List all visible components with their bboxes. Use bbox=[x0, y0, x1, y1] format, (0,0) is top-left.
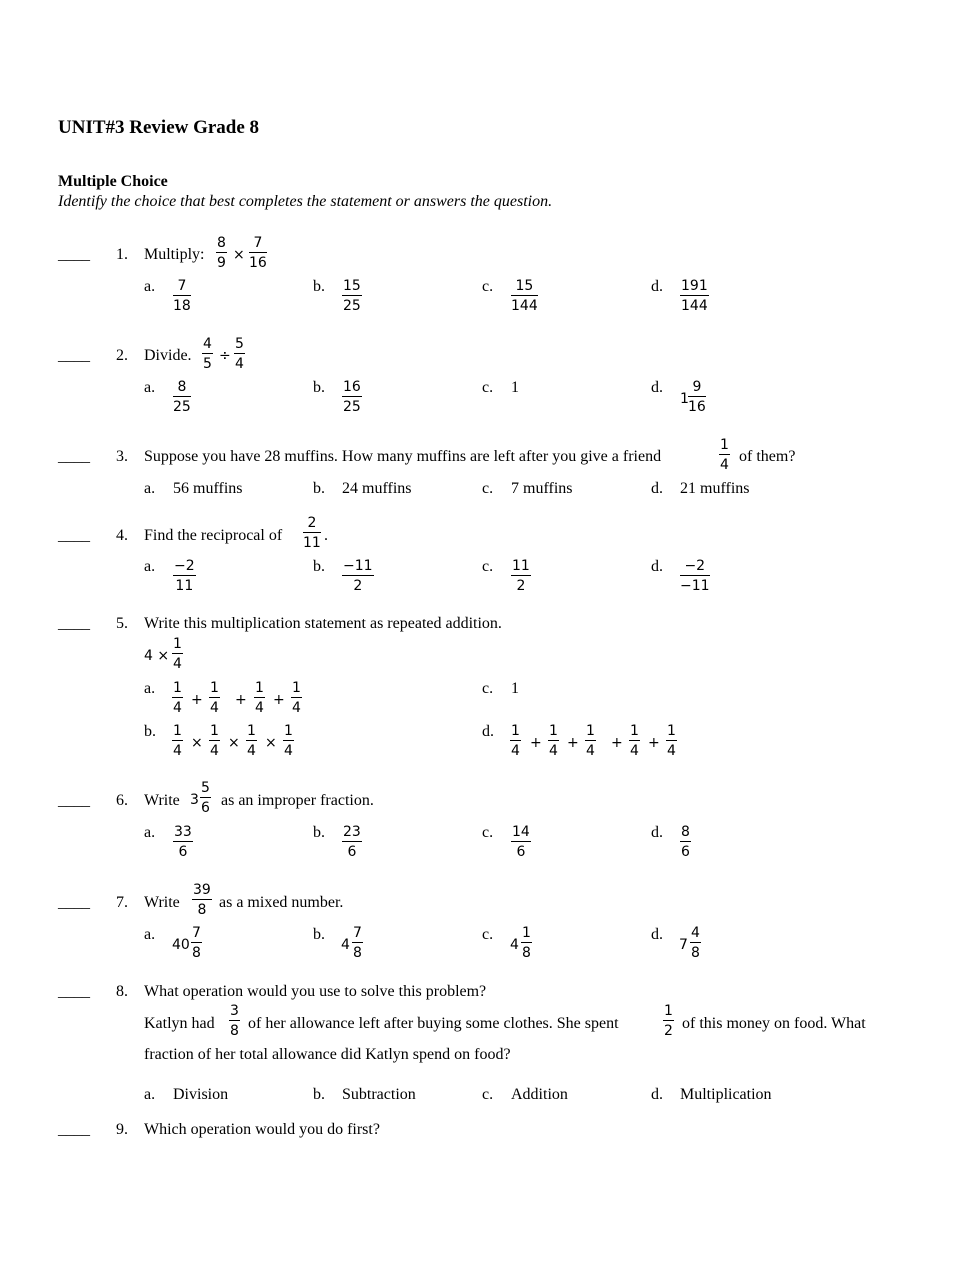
fraction: $\frac{2}{11}$ bbox=[303, 515, 321, 551]
answer-blank[interactable]: ____ bbox=[58, 448, 90, 465]
choice-c[interactable]: Addition bbox=[511, 1086, 568, 1103]
question-text: of them? bbox=[739, 448, 796, 465]
fraction: $\frac{1}{4}$ bbox=[210, 723, 219, 759]
fraction: $\frac{9}{16}$ bbox=[688, 379, 706, 415]
choice-c[interactable]: $\frac{15}{144}$ bbox=[511, 278, 538, 314]
choice-letter: c. bbox=[482, 558, 494, 575]
fraction: $\frac{1}{4}$ bbox=[511, 723, 520, 759]
question-number: 9. bbox=[116, 1121, 128, 1138]
choice-letter: a. bbox=[144, 1086, 156, 1103]
fraction: $\frac{39}{8}$ bbox=[193, 882, 211, 918]
question-number: 5. bbox=[116, 615, 128, 632]
choice-letter: b. bbox=[313, 480, 325, 497]
fraction: $\frac{1}{4}$ bbox=[247, 723, 256, 759]
fraction: $\frac{4}{5}$ bbox=[203, 336, 212, 372]
whole-number: 4 bbox=[510, 937, 519, 953]
question-number: 3. bbox=[116, 448, 128, 465]
fraction: $\frac{1}{4}$ bbox=[173, 723, 182, 759]
fraction: $\frac{5}{6}$ bbox=[201, 780, 210, 816]
fraction: $\frac{5}{4}$ bbox=[235, 336, 244, 372]
choice-c[interactable]: $\frac{14}{6}$ bbox=[512, 824, 530, 860]
fraction: $\frac{1}{4}$ bbox=[173, 680, 182, 716]
choice-a[interactable]: 56 muffins bbox=[173, 480, 243, 497]
problem-text: of her allowance left after buying some clothes. She spent bbox=[248, 1015, 619, 1032]
choice-letter: b. bbox=[313, 558, 325, 575]
whole-number: 1 bbox=[680, 391, 689, 407]
choice-letter: b. bbox=[313, 1086, 325, 1103]
fraction: $\frac{1}{4}$ bbox=[667, 723, 676, 759]
choice-c[interactable]: 1 bbox=[511, 680, 519, 697]
plus-sign: + bbox=[611, 735, 623, 751]
section-heading: Multiple Choice bbox=[58, 173, 168, 190]
fraction: $\frac{1}{4}$ bbox=[173, 636, 182, 672]
answer-blank[interactable]: ____ bbox=[58, 983, 90, 1000]
choice-letter: d. bbox=[651, 480, 663, 497]
choice-letter: b. bbox=[144, 723, 156, 740]
expression-prefix: 4 × bbox=[144, 648, 170, 664]
fraction: $\frac{7}{8}$ bbox=[353, 925, 362, 961]
choice-c[interactable]: 7 muffins bbox=[511, 480, 573, 497]
multiply-sign: × bbox=[265, 735, 277, 751]
question-number: 1. bbox=[116, 246, 128, 263]
section-instructions: Identify the choice that best completes the statement or answers the question. bbox=[58, 193, 553, 210]
choice-letter: b. bbox=[313, 926, 325, 943]
choice-letter: a. bbox=[144, 480, 156, 497]
fraction: $\frac{1}{4}$ bbox=[284, 723, 293, 759]
choice-a[interactable]: $\frac{33}{6}$ bbox=[174, 824, 192, 860]
question-text: Divide. bbox=[144, 347, 192, 364]
choice-letter: d. bbox=[482, 723, 494, 740]
period: . bbox=[324, 527, 328, 544]
choice-d[interactable]: Multiplication bbox=[680, 1086, 772, 1103]
problem-text: Katlyn had bbox=[144, 1015, 215, 1032]
fraction: $\frac{1}{4}$ bbox=[549, 723, 558, 759]
choice-a[interactable]: Division bbox=[173, 1086, 229, 1103]
multiply-sign: × bbox=[228, 735, 240, 751]
choice-letter: c. bbox=[482, 379, 494, 396]
whole-number: 7 bbox=[679, 937, 688, 953]
answer-blank[interactable]: ____ bbox=[58, 246, 90, 263]
choice-letter: c. bbox=[482, 480, 494, 497]
plus-sign: + bbox=[648, 735, 660, 751]
fraction: $\frac{1}{4}$ bbox=[210, 680, 219, 716]
answer-blank[interactable]: ____ bbox=[58, 615, 90, 632]
multiply-sign: × bbox=[191, 735, 203, 751]
answer-blank[interactable]: ____ bbox=[58, 347, 90, 364]
choice-letter: b. bbox=[313, 379, 325, 396]
choice-letter: a. bbox=[144, 680, 156, 697]
choice-letter: c. bbox=[482, 680, 494, 697]
fraction: $\frac{1}{4}$ bbox=[586, 723, 595, 759]
question-text: What operation would you use to solve this problem? bbox=[144, 983, 487, 1000]
choice-letter: d. bbox=[651, 558, 663, 575]
page-title: UNIT#3 Review Grade 8 bbox=[58, 117, 260, 138]
divide-sign: ÷ bbox=[219, 348, 231, 364]
question-text: Write bbox=[144, 792, 180, 809]
answer-blank[interactable]: ____ bbox=[58, 1121, 90, 1138]
answer-blank[interactable]: ____ bbox=[58, 792, 90, 809]
question-number: 4. bbox=[116, 527, 128, 544]
choice-d[interactable]: $\frac{8}{6}$ bbox=[681, 824, 690, 860]
choice-letter: a. bbox=[144, 926, 156, 943]
question-text: Multiply: bbox=[144, 246, 205, 263]
choice-letter: d. bbox=[651, 278, 663, 295]
choice-a[interactable]: $\frac{-2}{11}$ bbox=[174, 558, 195, 594]
choice-letter: c. bbox=[482, 1086, 494, 1103]
choice-a[interactable]: $\frac{8}{25}$ bbox=[173, 379, 191, 415]
fraction: $\frac{7}{8}$ bbox=[192, 925, 201, 961]
choice-letter: d. bbox=[651, 379, 663, 396]
choice-letter: d. bbox=[651, 926, 663, 943]
fraction: $\frac{1}{2}$ bbox=[664, 1003, 673, 1039]
fraction: $\frac{1}{8}$ bbox=[522, 925, 531, 961]
question-text: as a mixed number. bbox=[219, 894, 344, 911]
choice-b[interactable]: $\frac{16}{25}$ bbox=[343, 379, 361, 415]
choice-d[interactable]: $\frac{191}{144}$ bbox=[681, 278, 708, 314]
fraction: $\frac{1}{4}$ bbox=[255, 680, 264, 716]
question-number: 2. bbox=[116, 347, 128, 364]
choice-d[interactable]: 21 muffins bbox=[680, 480, 750, 497]
question-text: Write bbox=[144, 894, 180, 911]
fraction: $\frac{1}{4}$ bbox=[292, 680, 301, 716]
whole-number: 3 bbox=[190, 792, 199, 808]
choice-letter: a. bbox=[144, 278, 156, 295]
choice-letter: a. bbox=[144, 824, 156, 841]
fraction: $\frac{4}{8}$ bbox=[691, 925, 700, 961]
choice-b[interactable]: 24 muffins bbox=[342, 480, 412, 497]
question-number: 7. bbox=[116, 894, 128, 911]
choice-letter: a. bbox=[144, 379, 156, 396]
fraction: $\frac{1}{4}$ bbox=[630, 723, 639, 759]
choice-letter: c. bbox=[482, 926, 494, 943]
choice-c[interactable]: 1 bbox=[511, 379, 519, 396]
choice-b[interactable]: $\frac{-11}{2}$ bbox=[343, 558, 373, 594]
answer-blank[interactable]: ____ bbox=[58, 894, 90, 911]
choice-d[interactable]: $\frac{-2}{-11}$ bbox=[680, 558, 710, 594]
plus-sign: + bbox=[567, 735, 579, 751]
fraction: $\frac{7}{16}$ bbox=[249, 235, 267, 271]
problem-text: of this money on food. What bbox=[682, 1015, 866, 1032]
question-text: Write this multiplication statement as repeated addition. bbox=[144, 615, 502, 632]
question-number: 8. bbox=[116, 983, 128, 1000]
choice-b[interactable]: Subtraction bbox=[342, 1086, 416, 1103]
plus-sign: + bbox=[191, 692, 203, 708]
question-number: 6. bbox=[116, 792, 128, 809]
plus-sign: + bbox=[273, 692, 285, 708]
choice-letter: b. bbox=[313, 824, 325, 841]
choice-letter: d. bbox=[651, 1086, 663, 1103]
choice-letter: b. bbox=[313, 278, 325, 295]
whole-number: 4 bbox=[341, 937, 350, 953]
choice-a[interactable]: $\frac{7}{18}$ bbox=[173, 278, 191, 314]
question-text: as an improper fraction. bbox=[221, 792, 374, 809]
problem-text: fraction of her total allowance did Katlyn spend on food? bbox=[144, 1046, 511, 1063]
plus-sign: + bbox=[235, 692, 247, 708]
fraction: $\frac{8}{9}$ bbox=[217, 235, 226, 271]
choice-letter: a. bbox=[144, 558, 156, 575]
plus-sign: + bbox=[530, 735, 542, 751]
fraction: $\frac{3}{8}$ bbox=[230, 1003, 239, 1039]
question-text: Find the reciprocal of bbox=[144, 527, 283, 544]
whole-number: 40 bbox=[172, 937, 190, 953]
choice-c[interactable]: $\frac{11}{2}$ bbox=[512, 558, 530, 594]
question-text: Suppose you have 28 muffins. How many muffins are left after you give a friend bbox=[144, 448, 662, 465]
question-text: Which operation would you do first? bbox=[144, 1121, 380, 1138]
choice-b[interactable]: $\frac{23}{6}$ bbox=[343, 824, 361, 860]
fraction: $\frac{1}{4}$ bbox=[720, 437, 729, 473]
choice-letter: d. bbox=[651, 824, 663, 841]
choice-letter: c. bbox=[482, 278, 494, 295]
multiply-sign: × bbox=[233, 247, 245, 263]
answer-blank[interactable]: ____ bbox=[58, 527, 90, 544]
choice-letter: c. bbox=[482, 824, 494, 841]
choice-b[interactable]: $\frac{15}{25}$ bbox=[343, 278, 361, 314]
